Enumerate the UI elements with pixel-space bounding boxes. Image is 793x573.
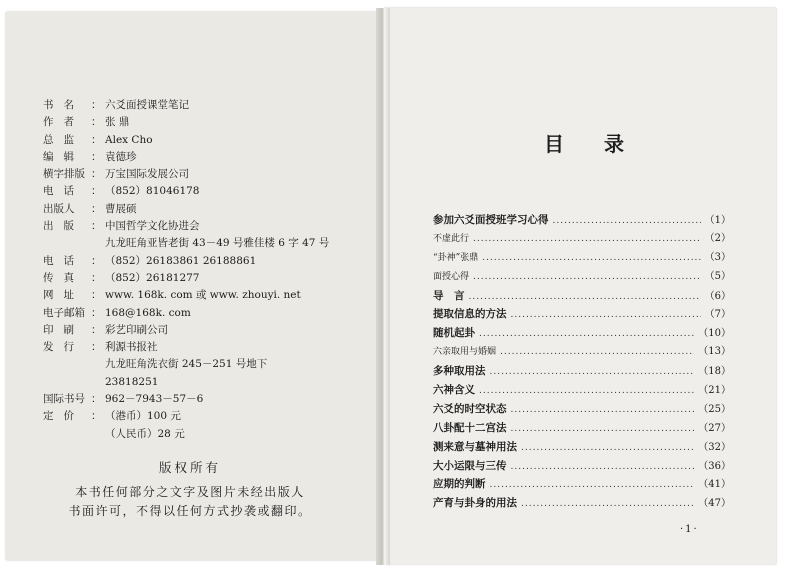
colophon-row [43,426,363,443]
toc-entry-label: 面授心得 [433,271,470,282]
colophon-row [43,253,363,270]
colophon-colon: ： [91,410,102,423]
toc-leader-dots [521,495,694,514]
toc-entry-page: （7） [704,309,731,321]
toc-entry-page: （36） [698,460,731,472]
colophon-label: 电子邮箱 [43,306,85,319]
toc-entry[interactable] [433,268,731,287]
toc-entry[interactable] [433,305,731,324]
colophon-row [43,132,363,149]
colophon-value: （852）81046178 [105,185,200,198]
toc-leader-dots [479,325,694,344]
colophon-value: 张 鼎 [105,116,130,129]
toc-leader-dots [490,363,695,382]
toc-entry[interactable] [433,438,731,457]
toc-entry-label: 八卦配十二宫法 [433,421,507,434]
toc-entry-label: 大小运限与三传 [433,459,507,472]
toc-entry-page: （2） [704,232,731,244]
colophon-label: 电话 [43,254,84,267]
toc-entry[interactable] [433,362,731,381]
toc-entry[interactable] [433,381,731,400]
colophon-label: 出版人 [43,202,75,215]
colophon-colon: ： [91,341,102,354]
toc-entry-label: 产育与卦身的用法 [433,497,517,510]
toc-entry-page: （21） [698,385,731,397]
colophon-value: 六爻面授课堂笔记 [105,99,189,111]
toc-entry-label: 六神含义 [433,384,475,397]
colophon-row [43,183,363,200]
colophon-value: 中国哲学文化协进会 [105,220,200,233]
colophon-label: 出版 [43,220,84,233]
toc-entry-label: 六亲取用与婚姻 [433,347,497,358]
colophon-value: Alex Cho [105,133,153,146]
toc-leader-dots [511,420,695,439]
toc-leader-dots [473,268,701,287]
colophon-colon: ： [91,202,102,215]
colophon-row [43,149,363,166]
toc-entry-label: 应期的判断 [433,478,486,491]
colophon-row [43,339,363,356]
toc-title: 目录 [544,132,664,156]
colophon-value: 彩艺印刷公司 [105,323,168,336]
toc-entry[interactable] [433,419,731,438]
toc-entry[interactable] [433,211,731,230]
colophon-label: 总监 [43,133,84,146]
colophon-label: 传真 [43,271,84,284]
colophon-row [43,235,363,252]
toc-entry[interactable] [433,324,731,343]
copyright-notice [40,458,340,521]
colophon [43,97,363,443]
toc-leader-dots [521,439,694,458]
colophon-value: 万宝国际发展公司 [105,168,189,181]
toc-entry-label: 不虚此行 [433,233,470,244]
colophon-row [43,408,363,425]
toc-entry-label: 随机起卦 [433,327,475,340]
colophon-colon: ： [91,168,102,181]
colophon-colon: ： [91,220,102,233]
toc-leader-dots [469,288,701,307]
colophon-row [43,166,363,183]
toc-entry-page: （10） [698,328,731,340]
toc-entry-page: （3） [704,251,731,263]
toc-entry-page: （41） [698,479,731,491]
toc-entry-label: 导 言 [433,289,465,302]
toc-entry-label: “卦神”张鼎 [433,252,479,263]
colophon-value: 利源书报社 [105,341,158,354]
toc-entry-page: （6） [704,290,731,302]
colophon-row [43,287,363,304]
colophon-value: 九龙旺角亚皆老街 43－49 号雅佳楼 6 字 47 号 [105,237,330,250]
colophon-row [43,201,363,218]
copyright-line-2: 书面许可，不得以任何方式抄袭或翻印。 [68,504,312,518]
colophon-colon: ： [91,99,102,111]
toc-entry-page: （32） [698,441,731,453]
colophon-label: 国际书号 [43,393,85,406]
toc-entry-label: 多种取用法 [433,365,486,378]
colophon-row [43,391,363,408]
colophon-value: 23818251 [105,375,159,388]
colophon-label: 电话 [43,185,84,198]
toc-leader-dots [500,343,694,362]
toc-leader-dots [511,401,695,420]
colophon-value: 962－7943－57－6 [105,393,204,406]
colophon-label: 横字排版 [43,168,85,181]
toc-entry-label: 参加六爻面授班学习心得 [433,214,549,226]
colophon-value: （港币）100 元 [105,410,181,423]
toc-entry-page: （25） [698,403,731,415]
toc-entry-page: （47） [698,498,731,510]
colophon-label: 定价 [43,410,84,423]
colophon-colon: ： [91,133,102,146]
toc-entry-label: 提取信息的方法 [433,308,507,321]
colophon-label: 印刷 [43,323,84,336]
colophon-colon: ： [91,393,102,406]
colophon-value: 袁德珍 [105,150,137,163]
toc-leader-dots [511,458,695,477]
toc-entry-page: （18） [698,366,731,378]
toc-entry-label: 六爻的时空状态 [433,402,507,415]
toc-entry[interactable] [433,249,731,268]
page-number: ·1· [680,524,699,535]
copyright-line-1: 本书任何部分之文字及图片未经出版人 [75,485,305,499]
toc-entry[interactable] [433,457,731,476]
colophon-colon: ： [91,150,102,163]
colophon-value: （852）26183861 26188861 [105,254,257,267]
colophon-colon: ： [91,306,102,319]
toc-entry[interactable] [433,287,731,306]
colophon-label: 作者 [43,116,84,129]
colophon-colon: ： [91,323,102,336]
colophon-row [43,270,363,287]
toc-leader-dots [553,212,701,231]
toc-leader-dots [482,249,700,268]
colophon-value: （852）26181277 [105,271,200,284]
colophon-label: 编辑 [43,150,84,163]
colophon-colon: ： [91,185,102,198]
toc-entry-page: （27） [698,422,731,434]
colophon-value: 168@168k. com [105,306,191,319]
toc-entry[interactable] [433,494,731,513]
colophon-value: 曹展硕 [105,202,137,215]
toc-leader-dots [511,306,701,325]
toc-entry-label: 测来意与墓神用法 [433,440,517,453]
table-of-contents [433,211,731,513]
colophon-colon: ： [91,289,102,302]
colophon-row [43,114,363,131]
toc-entry[interactable] [433,343,731,362]
colophon-label: 网址 [43,289,84,302]
colophon-value: 九龙旺角洗衣街 245－251 号地下 [105,358,268,371]
colophon-row [43,305,363,322]
colophon-label: 发行 [43,341,84,354]
toc-leader-dots [473,230,701,249]
colophon-colon: ： [91,254,102,267]
colophon-row [43,97,363,114]
colophon-row [43,356,363,373]
colophon-label: 书名 [43,99,84,111]
colophon-colon: ： [91,271,102,284]
toc-leader-dots [479,382,694,401]
colophon-row [43,322,363,339]
colophon-colon: ： [91,116,102,129]
toc-entry[interactable] [433,400,731,419]
toc-entry-page: （5） [704,270,731,282]
toc-entry-page: （13） [698,346,731,358]
book-gutter [376,8,390,565]
colophon-value: （人民币）28 元 [105,427,185,440]
toc-entry[interactable] [433,230,731,249]
colophon-row [43,218,363,235]
colophon-value: www. 168k. com 或 www. zhouyi. net [105,289,301,302]
toc-entry-page: （1） [704,215,731,226]
toc-entry[interactable] [433,475,731,494]
colophon-row [43,374,363,391]
copyright-title: 版权所有 [158,460,221,475]
toc-leader-dots [490,476,695,495]
